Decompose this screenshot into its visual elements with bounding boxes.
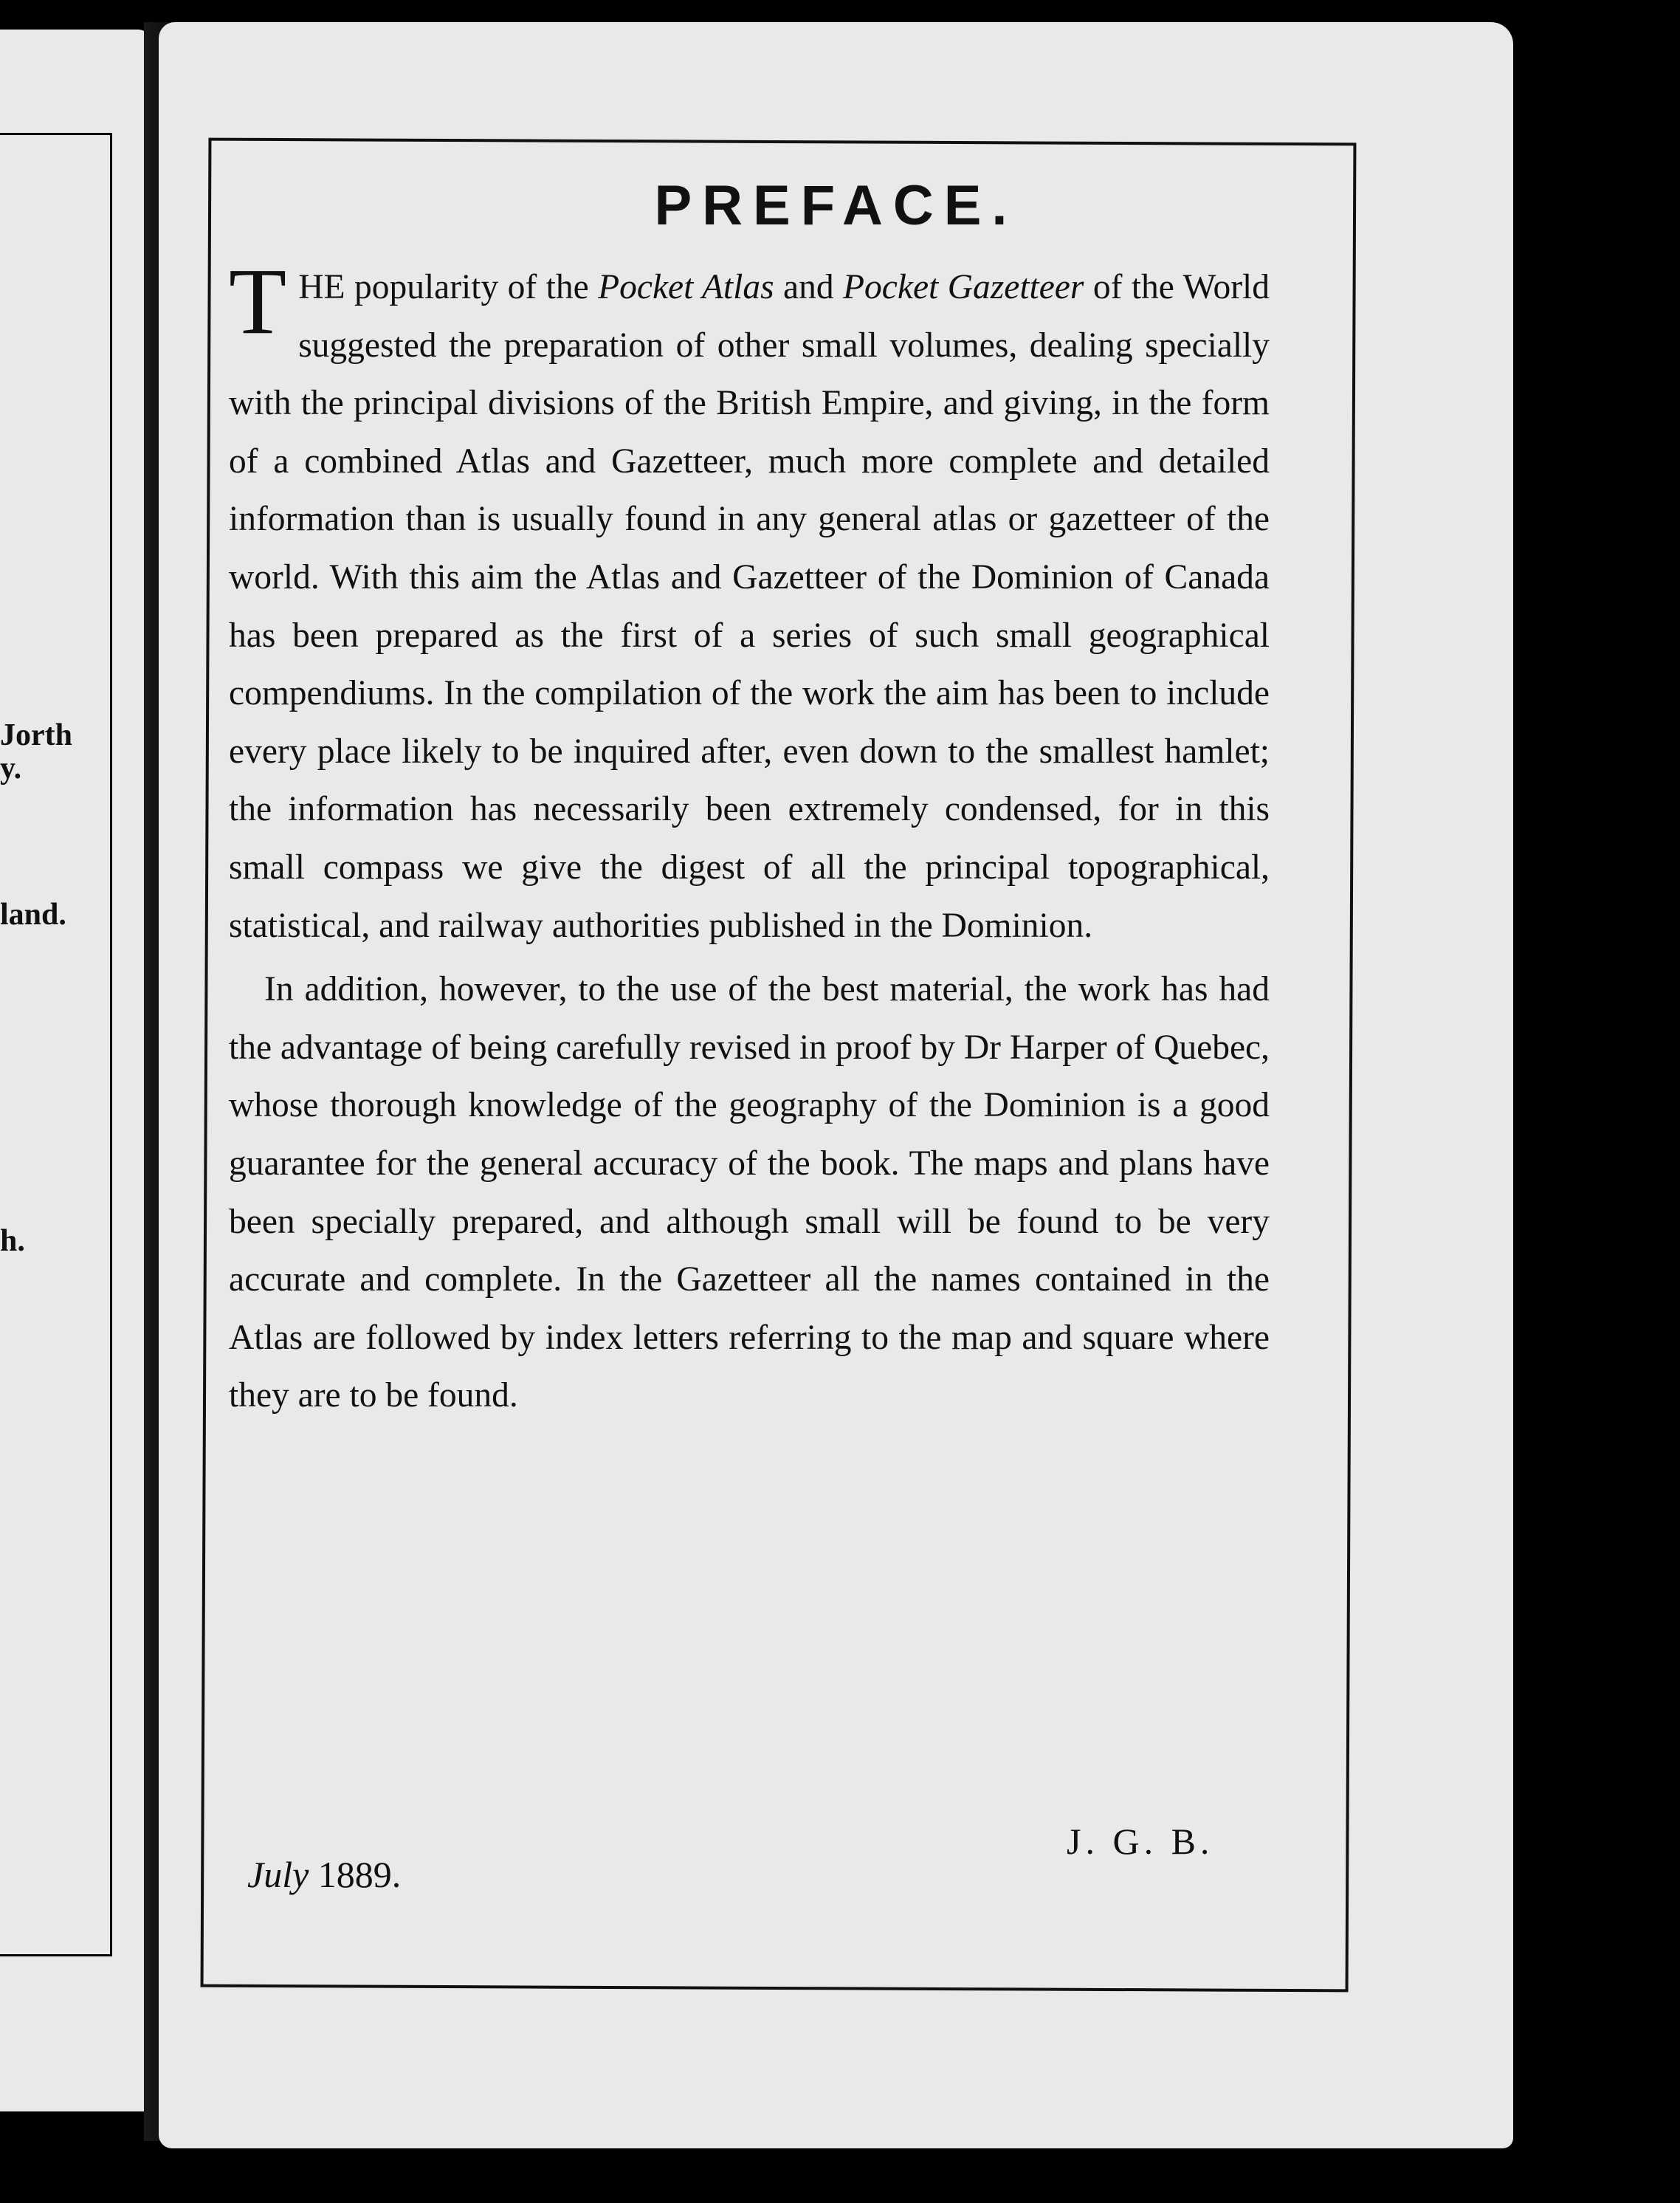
paragraph-text: popularity of the — [345, 268, 599, 306]
lead-word: HE — [298, 268, 345, 306]
previous-page-fragment: Jorth — [0, 718, 72, 752]
previous-page-fragment: h. — [0, 1224, 25, 1258]
paragraph-text: of the World suggested the preparation of other small volumes, dealing specially with the principal divisions of the British Empire, and giving, in the form of a combined Atlas and Gazetteer, much more complete and detailed information than is usually found in any general atlas or gazetteer of the world. With this aim the Atlas and Gazetteer of the Dominion of Canada has been prepared as the first of a series of such small geographical compendiums. In the compilation of the work the aim has been to include every place likely to be inquired after, even down to the smallest hamlet; the information has necessarily been extremely condensed, for in this small compass we give the digest of all the principal topographical, statistical, and railway authorities published in the Dominion. — [229, 268, 1270, 945]
title-pocket-gazetteer: Pocket Gazetteer — [843, 268, 1084, 306]
preface-paragraph-1 — [229, 249, 1270, 955]
date-month: July — [247, 1854, 309, 1895]
author-initials: J. G. B. — [1067, 1821, 1214, 1862]
title-pocket-atlas: Pocket Atlas — [598, 268, 774, 306]
preface-page — [159, 22, 1513, 2148]
paragraph-text: and — [774, 268, 844, 306]
previous-page-fragment: y. — [0, 752, 22, 786]
preface-date — [247, 1853, 401, 1896]
drop-cap: T — [229, 249, 287, 354]
preface-body — [229, 249, 1270, 1425]
preface-paragraph-2: In addition, however, to the use of the best material, the work has had the advantage of being carefully revised in proof by Dr Harper of Quebec, whose thorough knowledge of the geography of the Dominion is a good guarantee for the general accuracy of the book. The maps and plans have been specially prepared, and although small will be found to be very accurate and complete. In the Gazetteer all the names contained in the Atlas are followed by index letters referring to the map and square where they are to be found. — [229, 970, 1270, 1415]
previous-page-frame — [0, 133, 112, 1956]
page-title: PREFACE. — [654, 174, 1018, 237]
previous-page-fragment: land. — [0, 898, 66, 932]
previous-page — [0, 30, 151, 2111]
date-year: 1889. — [317, 1854, 402, 1895]
